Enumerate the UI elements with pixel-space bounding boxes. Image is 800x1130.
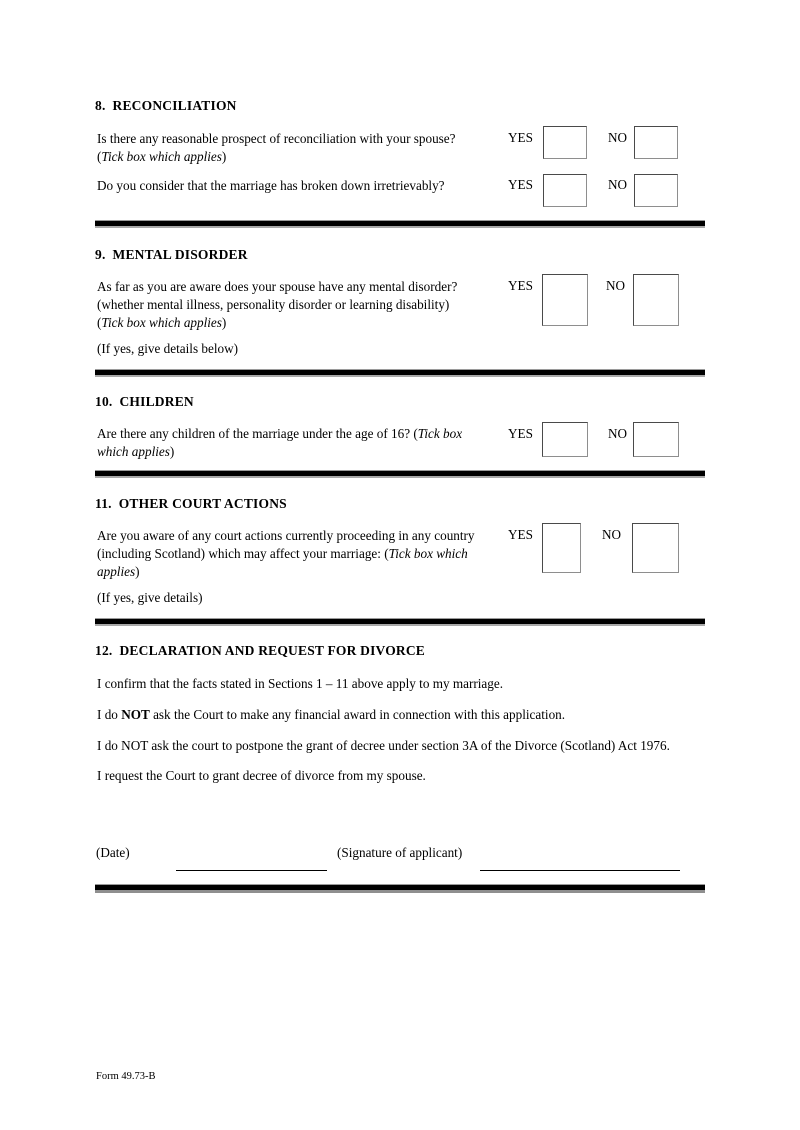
no-label-8-1: NO: [608, 130, 628, 145]
tickbox-yes-8-1[interactable]: [543, 126, 587, 159]
declaration-3-part1: I do NOT ask the court to postpone the grant of decree under section 3A of the Divorce (Scotland) Act 1976.: [97, 738, 670, 753]
section-divider-10: [95, 470, 705, 478]
yes-label-8-1: YES: [508, 130, 533, 145]
section-heading-8: [95, 98, 237, 114]
no-label-10: NO: [608, 426, 628, 441]
question-10-text: [97, 425, 487, 461]
question-11-before: Are you aware of any court actions currently proceeding in any country (including Scotland) which may affect your marriage: (: [97, 528, 475, 561]
question-8-1-main: Is there any reasonable prospect of reconciliation with your spouse?: [97, 131, 456, 146]
question-9-hint-close: ): [221, 315, 227, 330]
tickbox-no-9[interactable]: [633, 274, 679, 326]
declaration-line-1: [97, 675, 697, 693]
tickbox-yes-8-2[interactable]: [543, 174, 587, 207]
tickbox-no-11[interactable]: [632, 523, 679, 573]
question-10-italic: Tick box which applies: [97, 426, 463, 459]
section-heading-9: [95, 247, 248, 263]
no-label-11: NO: [602, 527, 622, 542]
question-8-1-hint-open: (: [97, 149, 102, 164]
declaration-4-part1: I request the Court to grant decree of divorce from my spouse.: [97, 768, 426, 783]
section-divider-12: [95, 884, 705, 892]
section-title-10: CHILDREN: [119, 394, 194, 409]
declaration-2-part2: ask the Court to make any financial award in connection with this application.: [149, 707, 566, 722]
applicant-signature-line[interactable]: [480, 870, 680, 871]
question-8-2-text: [97, 177, 497, 195]
section-heading-10: [95, 394, 194, 410]
declaration-2-bold: NOT: [121, 707, 150, 722]
section-number-9: 9.: [95, 247, 106, 262]
section-title-11: OTHER COURT ACTIONS: [118, 496, 287, 511]
tickbox-yes-9[interactable]: [542, 274, 588, 326]
question-8-1-text: [97, 130, 497, 166]
question-8-1-hint-close: ): [221, 149, 227, 164]
tickbox-yes-11[interactable]: [542, 523, 581, 573]
section-number-12: 12.: [95, 643, 113, 658]
section-number-8: 8.: [95, 98, 106, 113]
question-9-note: (If yes, give details below): [97, 341, 238, 356]
declaration-line-4: [97, 767, 697, 785]
declaration-1-part1: I confirm that the facts stated in Sections 1 – 11 above apply to my marriage.: [97, 676, 504, 691]
question-9-hint-open: (: [97, 315, 102, 330]
tickbox-no-8-1[interactable]: [634, 126, 678, 159]
question-11-after: ): [135, 564, 140, 579]
question-11-italic: Tick box which applies: [97, 546, 468, 579]
question-11-note: (If yes, give details): [97, 590, 203, 605]
section-number-11: 11.: [95, 496, 112, 511]
question-8-2-main: Do you consider that the marriage has broken down irretrievably?: [97, 178, 445, 193]
question-9-line1: As far as you are aware does your spouse have any mental disorder?: [97, 279, 458, 294]
tickbox-no-8-2[interactable]: [634, 174, 678, 207]
signature-label: (Signature of applicant): [337, 845, 463, 860]
question-8-1-hint-italic: Tick box which applies: [101, 149, 222, 164]
form-code-footer: Form 49.73-B: [96, 1071, 156, 1082]
section-title-12: DECLARATION AND REQUEST FOR DIVORCE: [119, 643, 426, 658]
declaration-line-3: [97, 737, 697, 755]
section-title-8: RECONCILIATION: [112, 98, 237, 113]
yes-label-10: YES: [508, 426, 533, 441]
tickbox-no-10[interactable]: [633, 422, 679, 457]
question-10-after: ): [169, 444, 175, 459]
question-11-text: [97, 527, 477, 581]
section-divider-11: [95, 618, 705, 626]
declaration-line-2: [97, 706, 697, 724]
yes-label-11: YES: [508, 527, 533, 542]
section-divider-9: [95, 369, 705, 377]
question-10-before: Are there any children of the marriage under the age of 16? (: [97, 426, 418, 441]
section-heading-12: [95, 643, 425, 659]
tickbox-yes-10[interactable]: [542, 422, 588, 457]
section-title-9: MENTAL DISORDER: [112, 247, 248, 262]
declaration-2-part1: I do: [97, 707, 122, 722]
question-9-hint-italic: Tick box which applies: [101, 315, 222, 330]
question-9-text: [97, 278, 497, 332]
date-signature-line[interactable]: [176, 870, 327, 871]
no-label-9: NO: [606, 278, 626, 293]
date-label: (Date): [96, 845, 130, 860]
question-9-line2: (whether mental illness, personality disorder or learning disability): [97, 297, 450, 312]
section-number-10: 10.: [95, 394, 113, 409]
no-label-8-2: NO: [608, 177, 628, 192]
section-heading-11: [95, 496, 287, 512]
yes-label-9: YES: [508, 278, 533, 293]
yes-label-8-2: YES: [508, 177, 533, 192]
section-divider-8: [95, 220, 705, 228]
